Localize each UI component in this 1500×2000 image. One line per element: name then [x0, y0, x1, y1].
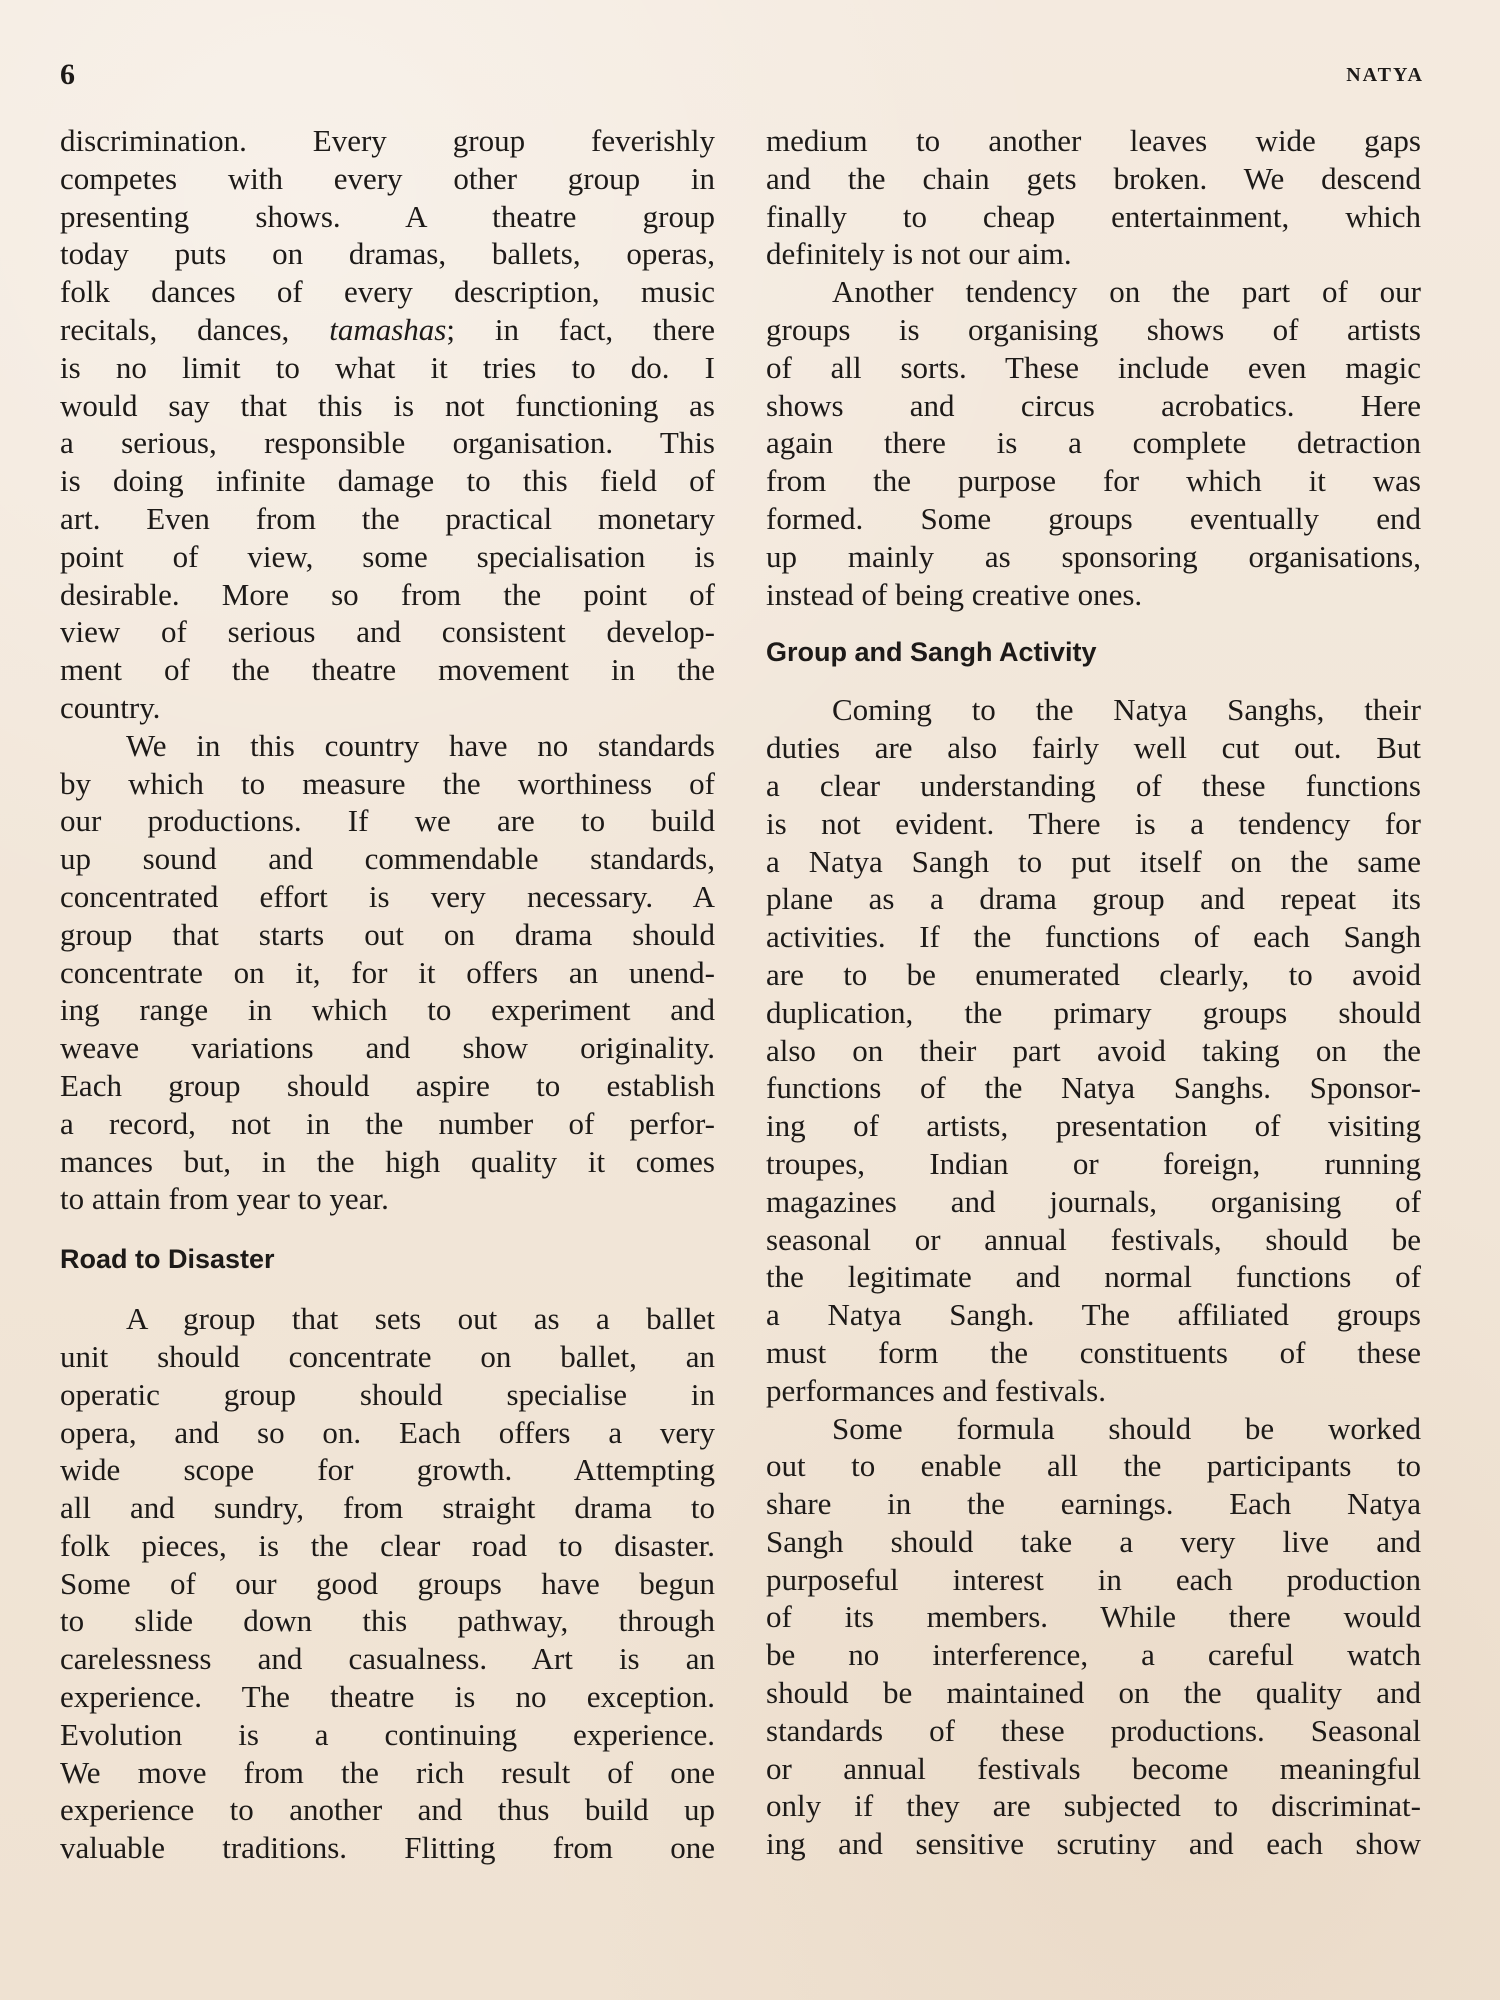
right-paragraph-4 [766, 1410, 1421, 1864]
text-line: to slide down this pathway, through [60, 1603, 715, 1639]
text-line: definitely is not our aim. [766, 236, 1072, 272]
text-line: or annual festivals become meaningful [766, 1750, 1421, 1786]
text-line: operatic group should specialise in [60, 1376, 715, 1412]
text-line: group that starts out on drama should [60, 916, 715, 952]
text-line: be no interference, a careful watch [766, 1637, 1421, 1673]
text-line: should be maintained on the quality and [766, 1675, 1421, 1711]
text-line: ing and sensitive scrutiny and each show [766, 1826, 1421, 1862]
text-line: weave variations and show originality. [60, 1030, 715, 1066]
text-line: is doing infinite damage to this field of [60, 463, 715, 499]
text-line: folk pieces, is the clear road to disaster. [60, 1527, 715, 1563]
text-line-with-italic [60, 311, 715, 349]
text-line: Coming to the Natya Sanghs, their [832, 692, 1421, 728]
text-line: a Natya Sangh to put itself on the same [766, 843, 1421, 879]
text-line: performances and festivals. [766, 1372, 1107, 1408]
text-line: the legitimate and normal functions of [766, 1259, 1421, 1295]
text-line: art. Even from the practical monetary [60, 500, 715, 536]
text-line: seasonal or annual festivals, should be [766, 1221, 1421, 1257]
text-line: share in the earnings. Each Natya [766, 1486, 1421, 1522]
text-line: a serious, responsible organisation. This [60, 425, 715, 461]
text-line: view of serious and consistent develop- [60, 614, 715, 650]
text-line: all and sundry, from straight drama to [60, 1490, 715, 1526]
right-paragraph-1 [766, 122, 1421, 273]
text-line: to attain from year to year. [60, 1181, 389, 1217]
page-header [60, 58, 1424, 98]
text-line: ing range in which to experiment and [60, 992, 715, 1028]
text-line: a record, not in the number of perfor- [60, 1105, 715, 1141]
text-line: from the purpose for which it was [766, 463, 1421, 499]
text-segment: ; in fact, there [446, 311, 715, 347]
text-line: Some of our good groups have begun [60, 1565, 715, 1601]
text-line: point of view, some specialisation is [60, 538, 715, 574]
text-line: Evolution is a continuing experience. [60, 1716, 715, 1752]
text-line: country. [60, 689, 161, 725]
text-line: activities. If the functions of each Sangh [766, 919, 1421, 955]
text-line: medium to another leaves wide gaps [766, 123, 1421, 158]
text-line: only if they are subjected to discriminat- [766, 1788, 1421, 1824]
text-line: instead of being creative ones. [766, 576, 1143, 612]
text-line: is not evident. There is a tendency for [766, 805, 1421, 841]
text-line: A group that sets out as a ballet [126, 1301, 715, 1337]
text-line: standards of these productions. Seasonal [766, 1712, 1421, 1748]
text-line: groups is organising shows of artists [766, 311, 1421, 347]
text-line: mances but, in the high quality it comes [60, 1143, 715, 1179]
text-line: experience to another and thus build up [60, 1792, 715, 1828]
text-line: discrimination. Every group feverishly [60, 123, 715, 158]
text-line: competes with every other group in [60, 160, 715, 196]
italic-word: tamashas [329, 311, 447, 347]
text-line: Sangh should take a very live and [766, 1523, 1421, 1559]
text-line: finally to cheap entertainment, which [766, 198, 1421, 234]
left-column [60, 122, 715, 1867]
text-line: a clear understanding of these functions [766, 767, 1421, 803]
running-title: NATYA [1346, 64, 1424, 86]
text-line: up sound and commendable standards, [60, 841, 715, 877]
text-line: We in this country have no standards [126, 727, 715, 763]
left-paragraph-1 [60, 122, 715, 727]
text-line: by which to measure the worthiness of [60, 765, 715, 801]
text-line: duties are also fairly well cut out. But [766, 730, 1421, 766]
section-heading-group-and-sangh-activity: Group and Sangh Activity [766, 637, 1097, 668]
right-paragraph-2 [766, 273, 1421, 613]
text-line: a Natya Sangh. The affiliated groups [766, 1297, 1421, 1333]
left-paragraph-3 [60, 1300, 715, 1867]
text-line: functions of the Natya Sanghs. Sponsor- [766, 1070, 1421, 1106]
text-line: our productions. If we are to build [60, 803, 715, 839]
text-line: are to be enumerated clearly, to avoid [766, 956, 1421, 992]
left-paragraph-2 [60, 727, 715, 1218]
text-line: also on their part avoid taking on the [766, 1032, 1421, 1068]
text-line: troupes, Indian or foreign, running [766, 1145, 1421, 1181]
text-line: purposeful interest in each production [766, 1561, 1421, 1597]
text-line: duplication, the primary groups should [766, 994, 1421, 1030]
text-line: ing of artists, presentation of visiting [766, 1108, 1421, 1144]
text-line: shows and circus acrobatics. Here [766, 387, 1421, 423]
text-line: must form the constituents of these [766, 1334, 1421, 1370]
text-line: and the chain gets broken. We descend [766, 160, 1421, 196]
section-heading-road-to-disaster: Road to Disaster [60, 1244, 275, 1275]
text-line: unit should concentrate on ballet, an [60, 1338, 715, 1374]
text-line: opera, and so on. Each offers a very [60, 1414, 715, 1450]
text-line: today puts on dramas, ballets, operas, [60, 236, 715, 272]
text-line: desirable. More so from the point of [60, 576, 715, 612]
text-line: again there is a complete detraction [766, 425, 1421, 461]
text-line: Each group should aspire to establish [60, 1067, 715, 1103]
text-line: presenting shows. A theatre group [60, 198, 715, 234]
right-column [766, 122, 1421, 1863]
text-line: magazines and journals, organising of [766, 1183, 1421, 1219]
text-line: concentrate on it, for it offers an unend- [60, 954, 715, 990]
text-line: We move from the rich result of one [60, 1754, 715, 1790]
text-segment: recitals, dances, [60, 311, 330, 347]
text-line: of all sorts. These include even magic [766, 349, 1421, 385]
text-line: wide scope for growth. Attempting [60, 1452, 715, 1488]
text-line: Some formula should be worked [832, 1410, 1421, 1446]
text-line: of its members. While there would [766, 1599, 1421, 1635]
text-line: is no limit to what it tries to do. I [60, 349, 715, 385]
text-line: up mainly as sponsoring organisations, [766, 538, 1421, 574]
text-line: folk dances of every description, music [60, 274, 715, 310]
text-line: ment of the theatre movement in the [60, 652, 715, 688]
right-paragraph-3 [766, 691, 1421, 1409]
page-number: 6 [60, 58, 76, 91]
text-line: plane as a drama group and repeat its [766, 881, 1421, 917]
text-line: carelessness and casualness. Art is an [60, 1641, 715, 1677]
text-line: formed. Some groups eventually end [766, 500, 1421, 536]
text-line: experience. The theatre is no exception. [60, 1679, 715, 1715]
text-line: would say that this is not functioning as [60, 387, 715, 423]
text-line: valuable traditions. Flitting from one [60, 1830, 715, 1866]
text-line: Another tendency on the part of our [832, 274, 1421, 310]
text-line: out to enable all the participants to [766, 1448, 1421, 1484]
text-line: concentrated effort is very necessary. A [60, 878, 715, 914]
